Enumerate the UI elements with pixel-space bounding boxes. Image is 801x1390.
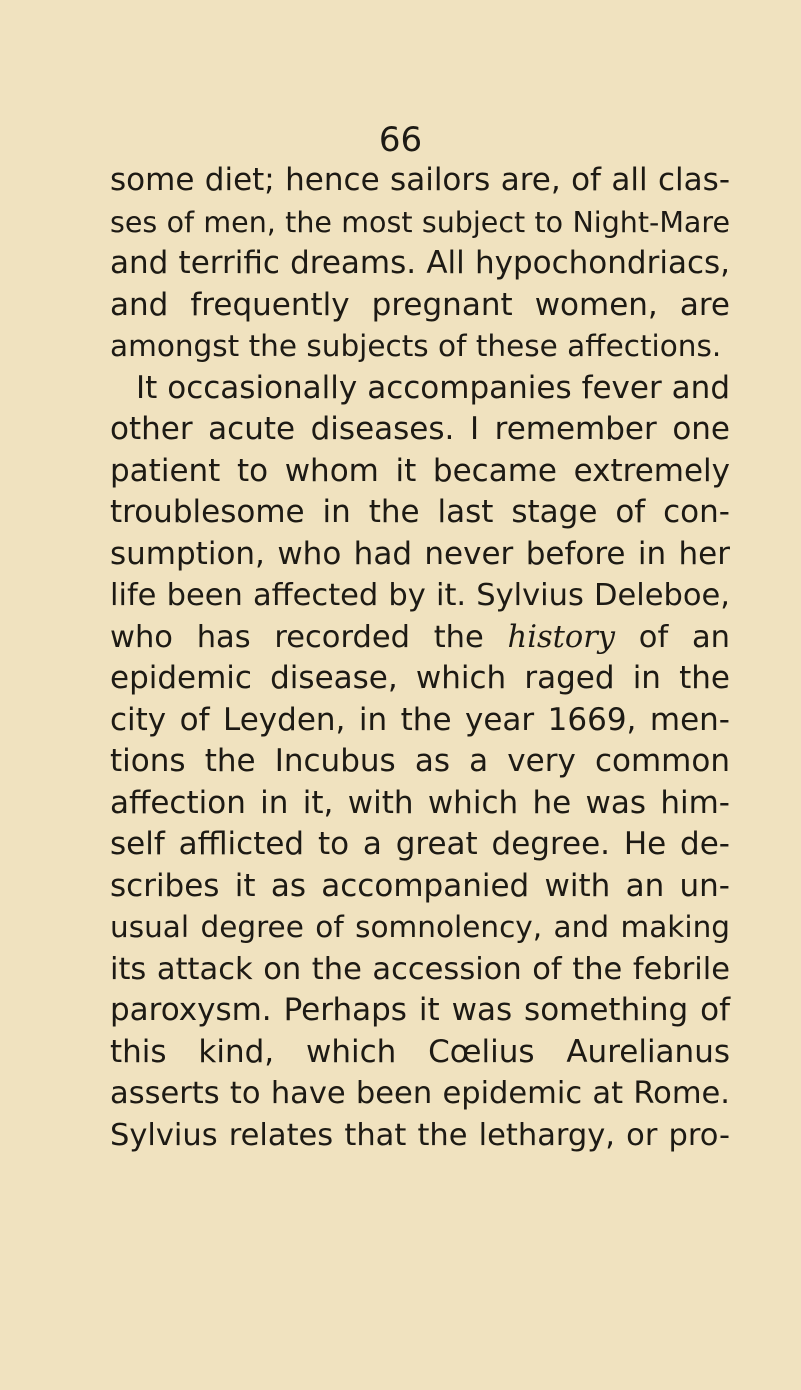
text-line: tions the Incubus as a very common — [110, 743, 730, 779]
text-line: patient to whom it became extremely — [110, 452, 730, 489]
text-line: usual degree of somnolency, and making — [110, 910, 730, 944]
text-line: this kind, which Cœlius Aurelianus — [110, 1033, 730, 1070]
text-line: It occasionally accompanies fever and — [136, 369, 730, 406]
text-line: its attack on the accession of the febrile — [110, 951, 730, 987]
text-line: some diet; hence sailors are, of all clas- — [110, 162, 730, 198]
text-line: ses of men, the most subject to Night-Mare — [110, 205, 730, 239]
text-segment: of an — [615, 619, 730, 655]
text-line: epidemic disease, which raged in the — [110, 660, 730, 696]
text-line: Sylvius relates that the lethargy, or pro- — [110, 1117, 730, 1153]
body-text — [110, 160, 730, 1156]
text-line: scribes it as accompanied with an un- — [110, 867, 730, 904]
text-line: and terrific dreams. All hypochondriacs, — [110, 245, 730, 281]
text-line: asserts to have been epidemic at Rome. — [110, 1076, 730, 1111]
text-line: and frequently pregnant women, are — [110, 286, 730, 323]
text-line: city of Leyden, in the year 1669, men- — [110, 701, 730, 738]
text-line: affection in it, with which he was him- — [110, 784, 730, 821]
text-line: paroxysm. Perhaps it was something of — [110, 992, 730, 1028]
text-line: life been affected by it. Sylvius Deleboe, — [110, 578, 730, 613]
italic-word: history — [507, 619, 616, 655]
text-segment: who has recorded the — [110, 619, 508, 655]
text-line: amongst the subjects of these affections. — [110, 329, 722, 363]
text-line-with-italic — [110, 617, 730, 659]
page-number: 66 — [378, 120, 423, 160]
text-line: troublesome in the last stage of con- — [110, 494, 730, 530]
text-line: sumption, who had never before in her — [110, 535, 730, 572]
text-line: other acute diseases. I remember one — [110, 411, 730, 447]
text-line: self afflicted to a great degree. He de- — [110, 826, 730, 862]
